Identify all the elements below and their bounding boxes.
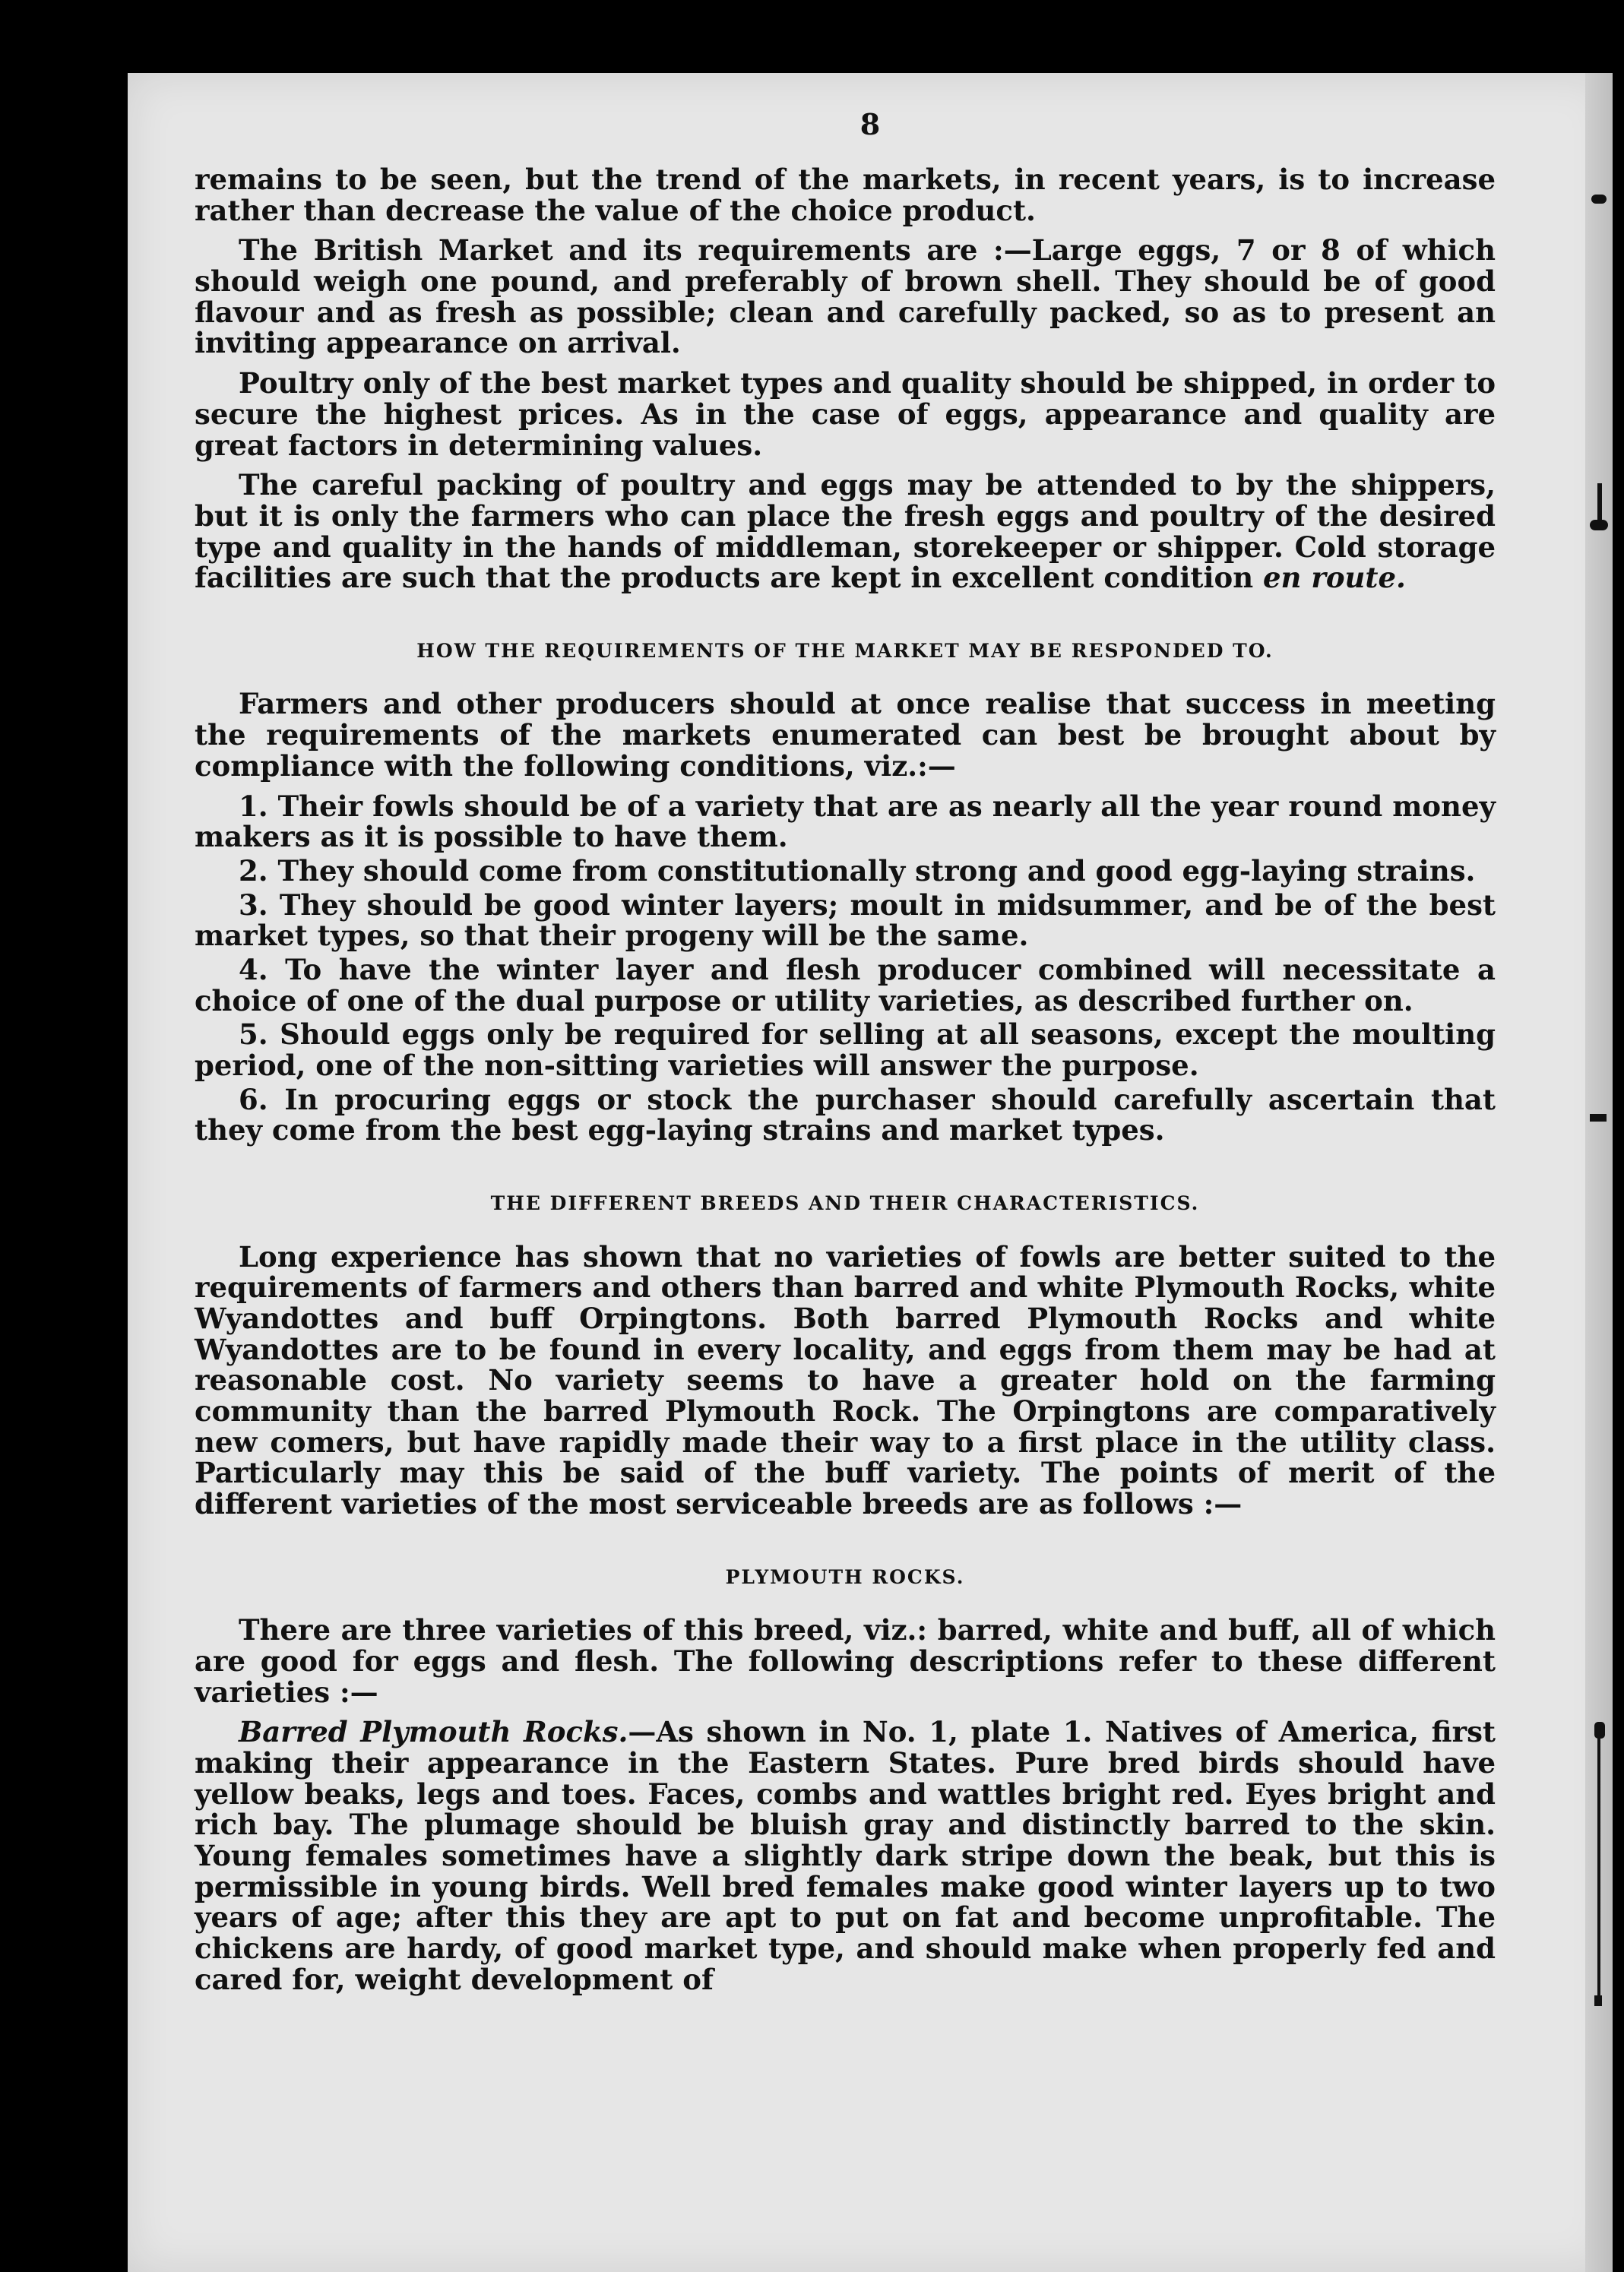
- paragraph-text: —As shown in No. 1, plate 1. Natives of America, first making their appearance in the Eastern States. Pure bred birds should have yellow beaks, legs and toes. Faces, combs and wattles bright red. Eyes bright and rich bay. The plumage should be bluish gray and distinctly barred to the skin. Young females sometimes have a slightly dark stripe down the beak, but this is permissible in young birds. Well bred females make good winter layers up to two years of age; after this they are apt to put on fat and become unprofitable. The chickens are hardy, of good market type, and should make when properly fed and cared for, weight development of: [195, 1715, 1496, 1996]
- paragraph: Long experience has shown that no varieties of fowls are better suited to the requirements of farmers and others than barred and white Plymouth Rocks, white Wyandottes and buff Orpingtons. Both barred Plymouth Rocks and white Wyandottes are to be found in every locality, and eggs from them may be had at reasonable cost. No variety seems to have a greater hold on the farming community than the barred Plymouth Rock. The Orpingtons are comparatively new comers, but have rapidly made their way to a first place in the utility class. Particularly may this be said of the buff variety. The points of merit of the different varieties of the most serviceable breeds are as follows :—: [195, 1239, 1496, 1521]
- paragraph: remains to be seen, but the trend of the markets, in recent years, is to increase rather than decrease the value of the choice product.: [195, 163, 1496, 227]
- text-body: [195, 164, 1496, 2005]
- list-item: 2. They should come from constitutionally strong and good egg-laying strains.: [239, 853, 1476, 888]
- section-heading: PLYMOUTH ROCKS.: [725, 1565, 965, 1588]
- paragraph-text: The careful packing of poultry and eggs may be attended to by the shippers, but it is only the farmers who can place the fresh eggs and poultry of the desired type and quality in the hands of middleman, storekeeper or shipper. Cold storage facilities are such that the products are kept in excellent condition: [195, 468, 1496, 595]
- scan-artifact: [1594, 1722, 1605, 1739]
- section-heading: THE DIFFERENT BREEDS AND THEIR CHARACTERISTICS.: [490, 1192, 1200, 1215]
- list-item: 1. Their fowls should be of a variety that are as nearly all the year round money makers as it is possible to have them.: [195, 789, 1496, 854]
- page-number: 8: [859, 107, 881, 141]
- scan-artifact: [1591, 195, 1607, 204]
- list-item: 4. To have the winter layer and flesh producer combined will necessitate a choice of one of the dual purpose or utility varieties, as described further on.: [195, 952, 1496, 1017]
- scan-artifact: [1594, 1995, 1602, 2006]
- paragraph: [195, 1717, 1496, 1995]
- paragraph: Farmers and other producers should at once realise that success in meeting the requirements of the markets enumerated can best be brought about by compliance with the following conditions, viz.:—: [195, 687, 1496, 783]
- paragraph: The British Market and its requirements are :—Large eggs, 7 or 8 of which should weigh one pound, and preferably of brown shell. They should be of good flavour and as fresh as possible; clean and carefully packed, so as to present an inviting appearance on arrival.: [195, 233, 1496, 360]
- scan-artifact: [1597, 1737, 1600, 2003]
- scan-artifact: [1590, 1114, 1607, 1122]
- italic-phrase: en route.: [1263, 561, 1406, 595]
- paragraph: Poultry only of the best market types and quality should be shipped, in order to secure the highest prices. As in the case of eggs, appearance and quality are great factors in determining values.: [195, 366, 1496, 462]
- scan-artifact: [1590, 520, 1608, 530]
- list-item: 6. In procuring eggs or stock the purchaser should carefully ascertain that they come from the best egg-laying strains and market types.: [195, 1082, 1496, 1147]
- list-item: 3. They should be good winter layers; moult in midsummer, and be of the best market types, so that their progeny will be the same.: [195, 888, 1496, 953]
- document-page: [128, 73, 1613, 2272]
- italic-subheading: Barred Plymouth Rocks.: [239, 1715, 628, 1749]
- list-item: 5. Should eggs only be required for selling at all seasons, except the moulting period, one of the non-sitting varieties will answer the purpose.: [195, 1017, 1496, 1082]
- paragraph: [195, 470, 1496, 593]
- section-heading: HOW THE REQUIREMENTS OF THE MARKET MAY BE RESPONDED TO.: [416, 639, 1274, 662]
- paragraph: There are three varieties of this breed, viz.: barred, white and buff, all of which are good for eggs and flesh. The following descriptions refer to these different varieties :—: [195, 1613, 1496, 1709]
